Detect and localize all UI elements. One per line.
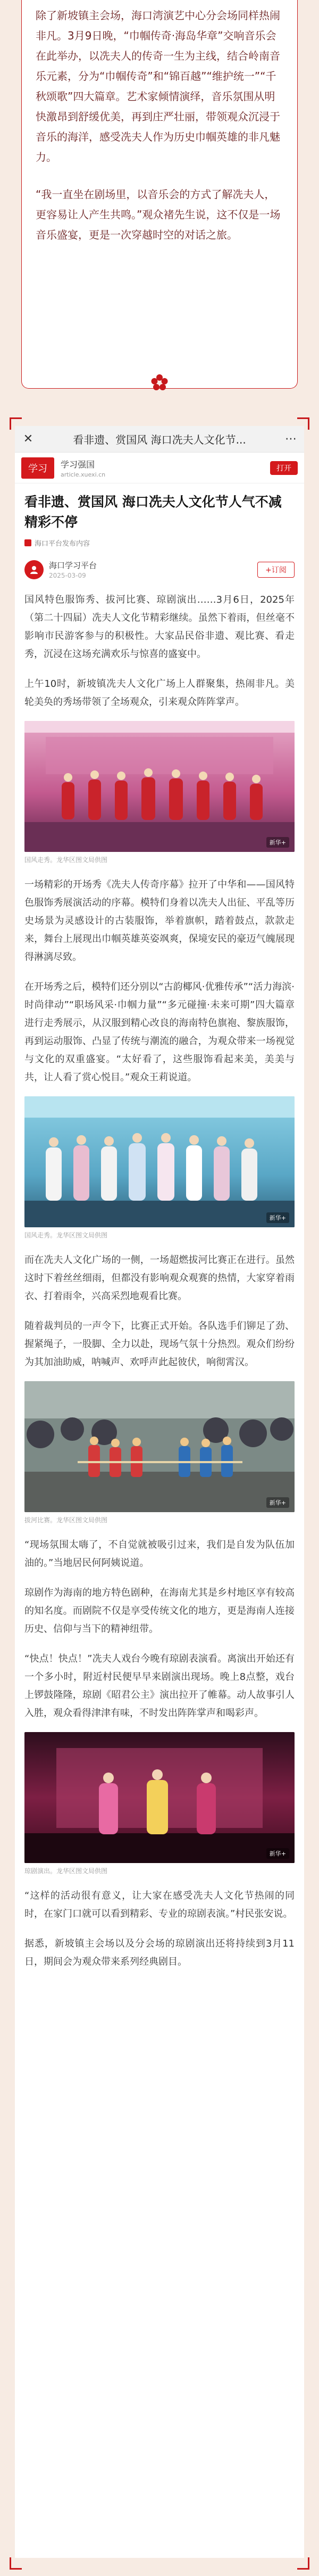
qiong-opera-image [24, 1732, 295, 1863]
photo-watermark: 新华+ [266, 1212, 289, 1223]
photo-watermark: 新华+ [266, 1848, 289, 1859]
platform-icon [24, 539, 31, 546]
frame-corner-bottom-right [297, 2557, 309, 2570]
more-icon[interactable]: ⋯ [285, 432, 297, 446]
article-paragraph-5: 而在冼夫人文化广场的一侧，一场超燃拔河比赛正在进行。虽然这时下着丝丝细雨，但都没有影响观众观赛的热情，大家穿着雨衣、打着雨伞，兴高采烈地观看比赛。 [24, 1254, 295, 1302]
article-paragraph-6: 随着裁判员的一声令下，比赛正式开始。各队选手们铆足了劲、握紧绳子，一股脚、全力以赴，现场气氛十分热烈。观众们纷纷为其加油助威，呐喊声、欢呼声此起彼伏，响彻霄汉。 [24, 1320, 295, 1368]
intro-card [21, 0, 298, 389]
article-paragraph-9: “快点！快点！”冼夫人戏台今晚有琼剧表演看。离演出开始还有一个多小时，附近村民便早早来剧演出现场。晚上8点整，戏台上锣鼓隆隆，琼剧《昭君公主》演出拉开了帷幕。动人故事引人入胜，观众看得津津有味，不时发出阵阵掌声和喝彩声。 [24, 1653, 295, 1719]
photo-watermark: 新华+ [266, 1497, 289, 1508]
tug-of-war-image [24, 1381, 295, 1512]
photo-caption-1: 国风走秀。龙华区图文局供图 [24, 856, 108, 864]
app-banner [15, 453, 304, 483]
article-paragraph-1: 国风特色服饰秀、拔河比赛、琼剧演出……3月6日，2025年（第二十四届）冼夫人文化节精彩继续。虽然下着雨，但丝毫不影响市民游客参与的积极性。大家品民俗非遗、观比赛、看走秀，沉浸在这场充满欢乐与惊喜的盛宴中。 [24, 594, 295, 660]
avatar-icon [29, 564, 39, 575]
subscribe-button[interactable]: +订阅 [257, 562, 295, 578]
app-bar [15, 426, 304, 453]
author-row [24, 560, 295, 579]
author-name[interactable]: 海口学习平台 [49, 561, 97, 570]
photo-fashion-show-1 [24, 721, 295, 852]
intro-paragraph-2: “我一直坐在剧场里，以音乐会的方式了解冼夫人，更容易让人产生共鸣。”观众褚先生说，这不仅是一场音乐盛宴，更是一次穿越时空的对话之旅。 [36, 188, 281, 241]
banner-url: article.xuexi.cn [61, 471, 106, 478]
close-icon[interactable]: ✕ [23, 432, 33, 446]
photo-tug-of-war [24, 1381, 295, 1512]
article-paragraph-2: 上午10时，新坡镇冼夫人文化广场上人群聚集，热闹非凡。美轮美奂的秀场带领了全场观众，引来观众阵阵掌声。 [24, 678, 295, 708]
intro-paragraph-1: 除了新坡镇主会场，海口湾演艺中心分会场同样热闹非凡。3月9日晚，“巾帼传奇·海岛华章”交响音乐会在此举办，以冼夫人的传奇一生为主线，结合岭南音乐元素，分为“巾帼传奇”和“锦百越”“维护统一”“千秋颂歌”四大篇章。艺术家倾情演绎，音乐氛围从明快激昂到舒缓优美，再到庄严壮丽，带领观众沉浸于音乐的海洋，感受冼夫人作为历史巾帼英雄的非凡魅力。 [36, 9, 280, 163]
article-screenshot [15, 426, 304, 2558]
costume-models-image [24, 1096, 295, 1227]
banner-app-name: 学习强国 [61, 459, 95, 470]
avatar [24, 560, 44, 579]
article-paragraph-10: “这样的活动很有意义，让大家在感受冼夫人文化节热闹的同时，在家门口就可以看到精彩、专业的琼剧表演。”村民张安说。 [24, 1890, 295, 1919]
photo-fashion-show-2 [24, 1096, 295, 1227]
xuexi-logo: 学习 [21, 457, 54, 479]
article-paragraph-3: 一场精彩的开场秀《冼夫人传奇序幕》拉开了中华和——国风特色服饰秀展演活动的序幕。模特们身着以冼夫人出征、平乱等历史场景为灵感设计的古装服饰，举着旗帜，踏着鼓点，款款走来，舞台上展现出巾帼英雄英姿飒爽，保境安民的豪迈气魄展现得淋漓尽致。 [24, 879, 295, 963]
article-paragraph-8: 琼剧作为海南的地方特色剧种，在海南尤其是乡村地区享有较高的知名度。而剧院不仅是享受传统文化的地方，更是海南人连接历史、信仰与当下的精神纽带。 [24, 1587, 295, 1635]
open-app-button[interactable]: 打开 [270, 461, 298, 475]
fashion-show-image [24, 721, 295, 852]
photo-watermark: 新华+ [266, 837, 289, 848]
photo-qiong-opera [24, 1732, 295, 1863]
article-paragraph-7: “现场氛围太嗨了，不自觉就被吸引过来，我们是自发为队伍加油的。”当地居民何阿姨说道。 [24, 1539, 295, 1569]
photo-caption-3: 拔河比赛。龙华区图文局供图 [24, 1516, 108, 1524]
article-headline: 看非遗、赏国风 海口冼夫人文化节人气不减精彩不停 [24, 494, 282, 530]
publish-date: 2025-03-09 [49, 572, 86, 579]
flower-icon [149, 373, 170, 393]
source-line [24, 538, 295, 548]
frame-corner-bottom-left [10, 2557, 22, 2570]
article-paragraph-4: 在开场秀之后，模特们还分别以“古韵椰风·优雅传承”“活力海滨·时尚律动”“职场风采·巾帼力量”“多元碰撞·未来可期”四大篇章进行走秀展示，从汉服到精心改良的海南特色旗袍、黎族服饰，再到运动服饰、凸显了传统与潮流的融合，为观众带来一场视觉与文化的双重盛宴。“太好看了，这些服饰看起来美，美美与共，让人看了赏心悦目。”观众王莉说道。 [24, 981, 295, 1083]
photo-caption-2: 国风走秀。龙华区图文局供图 [24, 1232, 108, 1239]
photo-caption-4: 琼剧演出。龙华区图文局供图 [24, 1867, 108, 1875]
source-text: 海口平台发布内容 [35, 540, 90, 548]
app-bar-title: 看非遗、赏国风 海口冼夫人文化节... [73, 433, 246, 446]
article-paragraph-11: 据悉，新坡镇主会场以及分会场的琼剧演出还将持续到3月11日，期间会为观众带来系列经典剧目。 [24, 1938, 295, 1967]
